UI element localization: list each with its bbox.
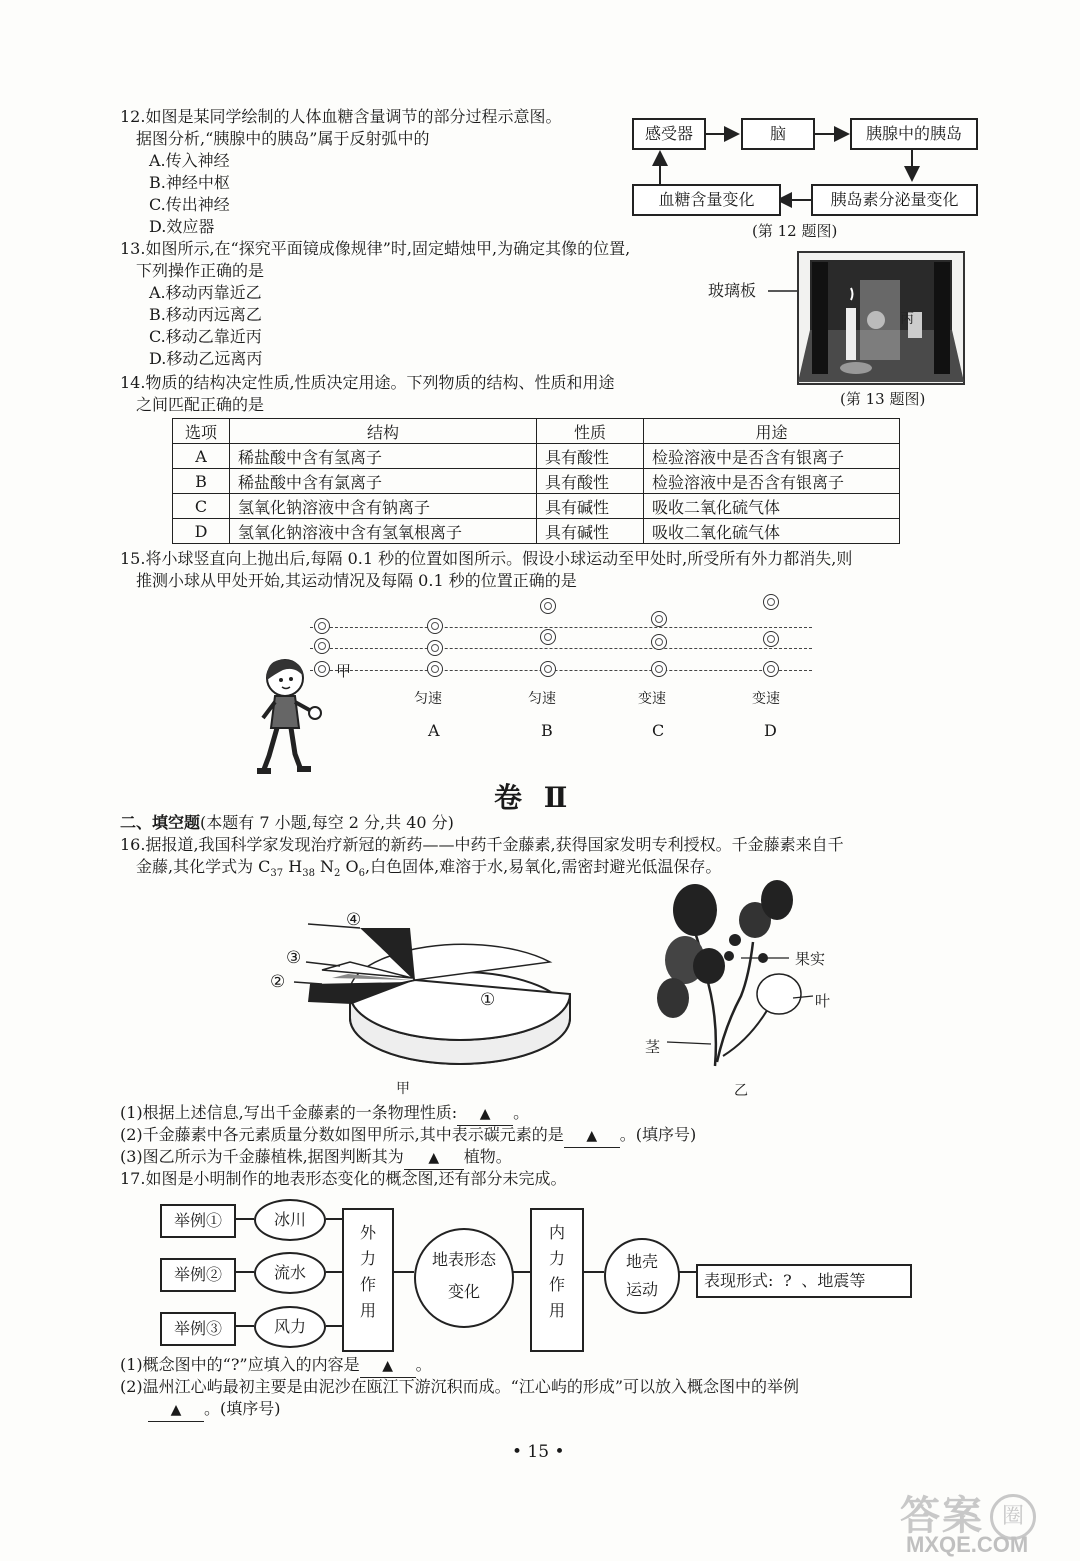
- table-row: [173, 519, 900, 544]
- landform-change-label: 地表形态变化: [431, 1250, 496, 1301]
- glacier-node: 冰川: [254, 1199, 326, 1241]
- insulin-box: 胰岛素分泌量变化: [811, 184, 978, 216]
- internal-force-box: [530, 1208, 584, 1352]
- fruit-label: 果实: [795, 950, 826, 968]
- stem-label: 茎: [645, 1038, 661, 1056]
- reference-line: [310, 670, 812, 671]
- formula-part: H: [283, 857, 303, 876]
- q13-option-c: C.移动乙靠近丙: [149, 327, 262, 346]
- formula-sub: 6: [358, 868, 365, 880]
- ball-marker: [427, 618, 443, 634]
- expression-prefix: 表现形式:: [704, 1271, 774, 1290]
- q13-caption: (第 13 题图): [840, 390, 926, 408]
- landform-change-node: [414, 1228, 514, 1328]
- choice-b-letter: B: [541, 721, 553, 740]
- reference-line: [310, 627, 812, 628]
- expression-suffix: 、地震等: [801, 1271, 866, 1290]
- external-force-label: 外力作用: [359, 1223, 376, 1320]
- bing-label: 丙: [900, 311, 914, 327]
- pie-label-1: ①: [480, 990, 496, 1010]
- glass-label: 玻璃板: [708, 281, 757, 300]
- table-cell: 具有碱性: [537, 519, 644, 544]
- table-cell: C: [173, 494, 230, 519]
- q16-stem-line1: 16.据报道,我国科学家发现治疗新冠的新药——中药千金藤素,获得国家发明专利授权。千金藤素来自千: [120, 835, 844, 854]
- answer-blank[interactable]: [457, 1102, 513, 1126]
- running-water-node: 流水: [254, 1252, 326, 1294]
- q14-options-table: [172, 418, 900, 544]
- table-cell: 具有酸性: [537, 469, 644, 494]
- q16-sub1-end: 。: [513, 1103, 530, 1122]
- section-title: 卷 Ⅱ: [494, 781, 574, 814]
- section-heading-rest: (本题有 7 小题,每空 2 分,共 40 分): [200, 813, 454, 832]
- q13-stem-line1: 13.如图所示,在“探究平面镜成像规律”时,固定蜡烛甲,为确定其像的位置,: [120, 239, 631, 258]
- table-cell: 吸收二氧化硫气体: [644, 519, 900, 544]
- external-force-box: [342, 1208, 394, 1352]
- formula-part: N: [314, 857, 335, 876]
- watermark-circle: 圈: [990, 1494, 1036, 1540]
- q12-caption: (第 12 题图): [752, 222, 838, 240]
- q15-stem-line2: 推测小球从甲处开始,其运动情况及每隔 0.1 秒的位置正确的是: [136, 571, 577, 590]
- q13-option-b: B.移动丙远离乙: [149, 305, 262, 324]
- q15-stem-line1: 15.将小球竖直向上抛出后,每隔 0.1 秒的位置如图所示。假设小球运动至甲处时,所受所有外力都消失,则: [120, 549, 853, 568]
- q13-option-a: A.移动丙靠近乙: [149, 283, 262, 302]
- ball-marker: [540, 629, 556, 645]
- formula-part: O: [340, 857, 359, 876]
- answer-blank[interactable]: [564, 1124, 620, 1148]
- q12-option-a: A.传入神经: [149, 151, 230, 170]
- table-cell: 具有酸性: [537, 444, 644, 469]
- choice-c-letter: C: [652, 721, 665, 740]
- page-number: • 15 •: [512, 1442, 565, 1462]
- q12-stem-line2: 据图分析,“胰腺中的胰岛”属于反射弧中的: [136, 129, 430, 148]
- pie-label-2: ②: [270, 972, 286, 992]
- watermark-url: MXQE.COM: [906, 1532, 1029, 1557]
- choice-d-motion: 变速: [752, 691, 780, 707]
- wind-node: 风力: [254, 1306, 326, 1348]
- girl-throwing-illustration: [255, 656, 335, 778]
- q16-sub2: [120, 1124, 696, 1148]
- blood-sugar-box: 血糖含量变化: [632, 184, 781, 216]
- q16-sub2-end: 。(填序号): [619, 1125, 697, 1144]
- q12-stem-line1: 12.如图是某同学绘制的人体血糖含量调节的部分过程示意图。: [120, 107, 562, 126]
- q16-sub2-text: (2)千金藤素中各元素质量分数如图甲所示,其中表示碳元素的是: [120, 1125, 564, 1144]
- ball-marker: [651, 634, 667, 650]
- q12-option-b: B.神经中枢: [149, 173, 230, 192]
- table-cell: 检验溶液中是否含有银离子: [644, 444, 900, 469]
- triangle-icon: ▲: [586, 1128, 598, 1144]
- internal-force-label: 内力作用: [548, 1223, 565, 1320]
- table-cell: 具有碱性: [537, 494, 644, 519]
- q16-sub3: [120, 1146, 512, 1170]
- table-row: [173, 469, 900, 494]
- answer-blank[interactable]: [148, 1398, 204, 1422]
- example-3-box: 举例③: [160, 1312, 236, 1346]
- crust-movement-label: 地壳运动: [625, 1252, 658, 1299]
- q14-stem-line1: 14.物质的结构决定性质,性质决定用途。下列物质的结构、性质和用途: [120, 373, 615, 392]
- formula-sub: 37: [270, 868, 284, 880]
- choice-b-motion: 匀速: [528, 691, 556, 707]
- mirror-experiment-photo: [768, 250, 968, 390]
- ball-marker: [763, 631, 779, 647]
- q16-sub3-text: (3)图乙所示为千金藤植株,据图判断其为: [120, 1147, 404, 1166]
- ball-marker: [651, 611, 667, 627]
- q16-sub1-text: (1)根据上述信息,写出千金藤素的一条物理性质:: [120, 1103, 458, 1122]
- q16-sub3-end: 植物。: [463, 1147, 512, 1166]
- fig-yi-label: 乙: [734, 1083, 748, 1099]
- q14-stem-line2: 之间匹配正确的是: [136, 395, 265, 414]
- answer-blank[interactable]: [404, 1146, 464, 1170]
- ball-marker: [314, 638, 330, 654]
- ball-marker: [763, 594, 779, 610]
- receptor-box: 感受器: [632, 118, 706, 150]
- triangle-icon: ▲: [428, 1150, 440, 1166]
- table-cell: 氢氧化钠溶液中含有钠离子: [230, 494, 537, 519]
- q13-option-d: D.移动乙远离丙: [149, 349, 263, 368]
- ball-marker: [651, 661, 667, 677]
- formula-sub: 2: [334, 868, 341, 880]
- q16-sub1: [120, 1102, 529, 1126]
- table-header: 性质: [537, 419, 644, 444]
- q16-stem-line2: [136, 856, 721, 885]
- choice-a-motion: 匀速: [414, 691, 442, 707]
- ball-marker: [540, 598, 556, 614]
- pie-label-4: ④: [346, 910, 362, 930]
- section-heading-bold: 二、填空题: [120, 813, 201, 832]
- choice-a-letter: A: [428, 721, 440, 740]
- table-cell: B: [173, 469, 230, 494]
- element-pie-chart: [260, 900, 580, 1090]
- q17-stem: 17.如图是小明制作的地表形态变化的概念图,还有部分未完成。: [120, 1169, 567, 1188]
- choice-c-motion: 变速: [638, 691, 666, 707]
- triangle-icon: ▲: [479, 1106, 491, 1122]
- section-heading: [120, 812, 454, 834]
- fig-jia-label: 甲: [396, 1081, 410, 1097]
- question-mark-blank: ?: [773, 1266, 801, 1297]
- q17-sub1: [120, 1354, 432, 1378]
- table-cell: 检验溶液中是否含有银离子: [644, 469, 900, 494]
- leaf-label: 叶: [815, 992, 831, 1010]
- q12-option-c: C.传出神经: [149, 195, 230, 214]
- formula-prefix: 金藤,其化学式为 C: [136, 857, 271, 876]
- q17-sub1-end: 。: [415, 1355, 432, 1374]
- qianjinteng-plant-drawing: [645, 876, 815, 1072]
- q17-sub1-text: (1)概念图中的“?”应填入的内容是: [120, 1355, 360, 1374]
- example-1-box: 举例①: [160, 1204, 236, 1238]
- table-header: 用途: [644, 419, 900, 444]
- table-header: 结构: [230, 419, 537, 444]
- table-cell: 稀盐酸中含有氯离子: [230, 469, 537, 494]
- expression-box: [696, 1264, 912, 1298]
- q17-sub2: (2)温州江心屿最初主要是由泥沙在瓯江下游沉积而成。“江心屿的形成”可以放入概念图中的举例: [120, 1377, 800, 1396]
- watermark-text: 答案: [900, 1492, 984, 1539]
- table-cell: 氢氧化钠溶液中含有氢氧根离子: [230, 519, 537, 544]
- brain-box: 脑: [741, 118, 815, 150]
- ball-marker: [763, 661, 779, 677]
- ball-marker: [314, 618, 330, 634]
- choice-d-letter: D: [764, 721, 777, 740]
- table-header: 选项: [173, 419, 230, 444]
- formula-suffix: ,白色固体,难溶于水,易氧化,需密封避光低温保存。: [364, 857, 722, 876]
- answer-blank[interactable]: [360, 1354, 416, 1378]
- ball-marker: [427, 661, 443, 677]
- islet-box: 胰腺中的胰岛: [850, 118, 978, 150]
- q17-sub2-line2: [148, 1398, 281, 1422]
- table-cell: D: [173, 519, 230, 544]
- table-header-row: [173, 419, 900, 444]
- triangle-icon: ▲: [382, 1358, 393, 1374]
- reference-line: [310, 648, 812, 649]
- table-cell: A: [173, 444, 230, 469]
- jia-label: 甲: [336, 662, 352, 680]
- crust-movement-node: [604, 1238, 680, 1314]
- table-cell: 吸收二氧化硫气体: [644, 494, 900, 519]
- ball-marker: [540, 661, 556, 677]
- table-row: [173, 444, 900, 469]
- pie-label-3: ③: [286, 948, 302, 968]
- q13-stem-line2: 下列操作正确的是: [136, 261, 265, 280]
- table-cell: 稀盐酸中含有氢离子: [230, 444, 537, 469]
- q17-sub2-end: 。(填序号): [204, 1399, 281, 1418]
- formula-sub: 38: [302, 868, 315, 880]
- example-2-box: 举例②: [160, 1258, 236, 1292]
- table-row: [173, 494, 900, 519]
- ball-marker: [427, 640, 443, 656]
- triangle-icon: ▲: [170, 1402, 182, 1418]
- q12-option-d: D.效应器: [149, 217, 215, 236]
